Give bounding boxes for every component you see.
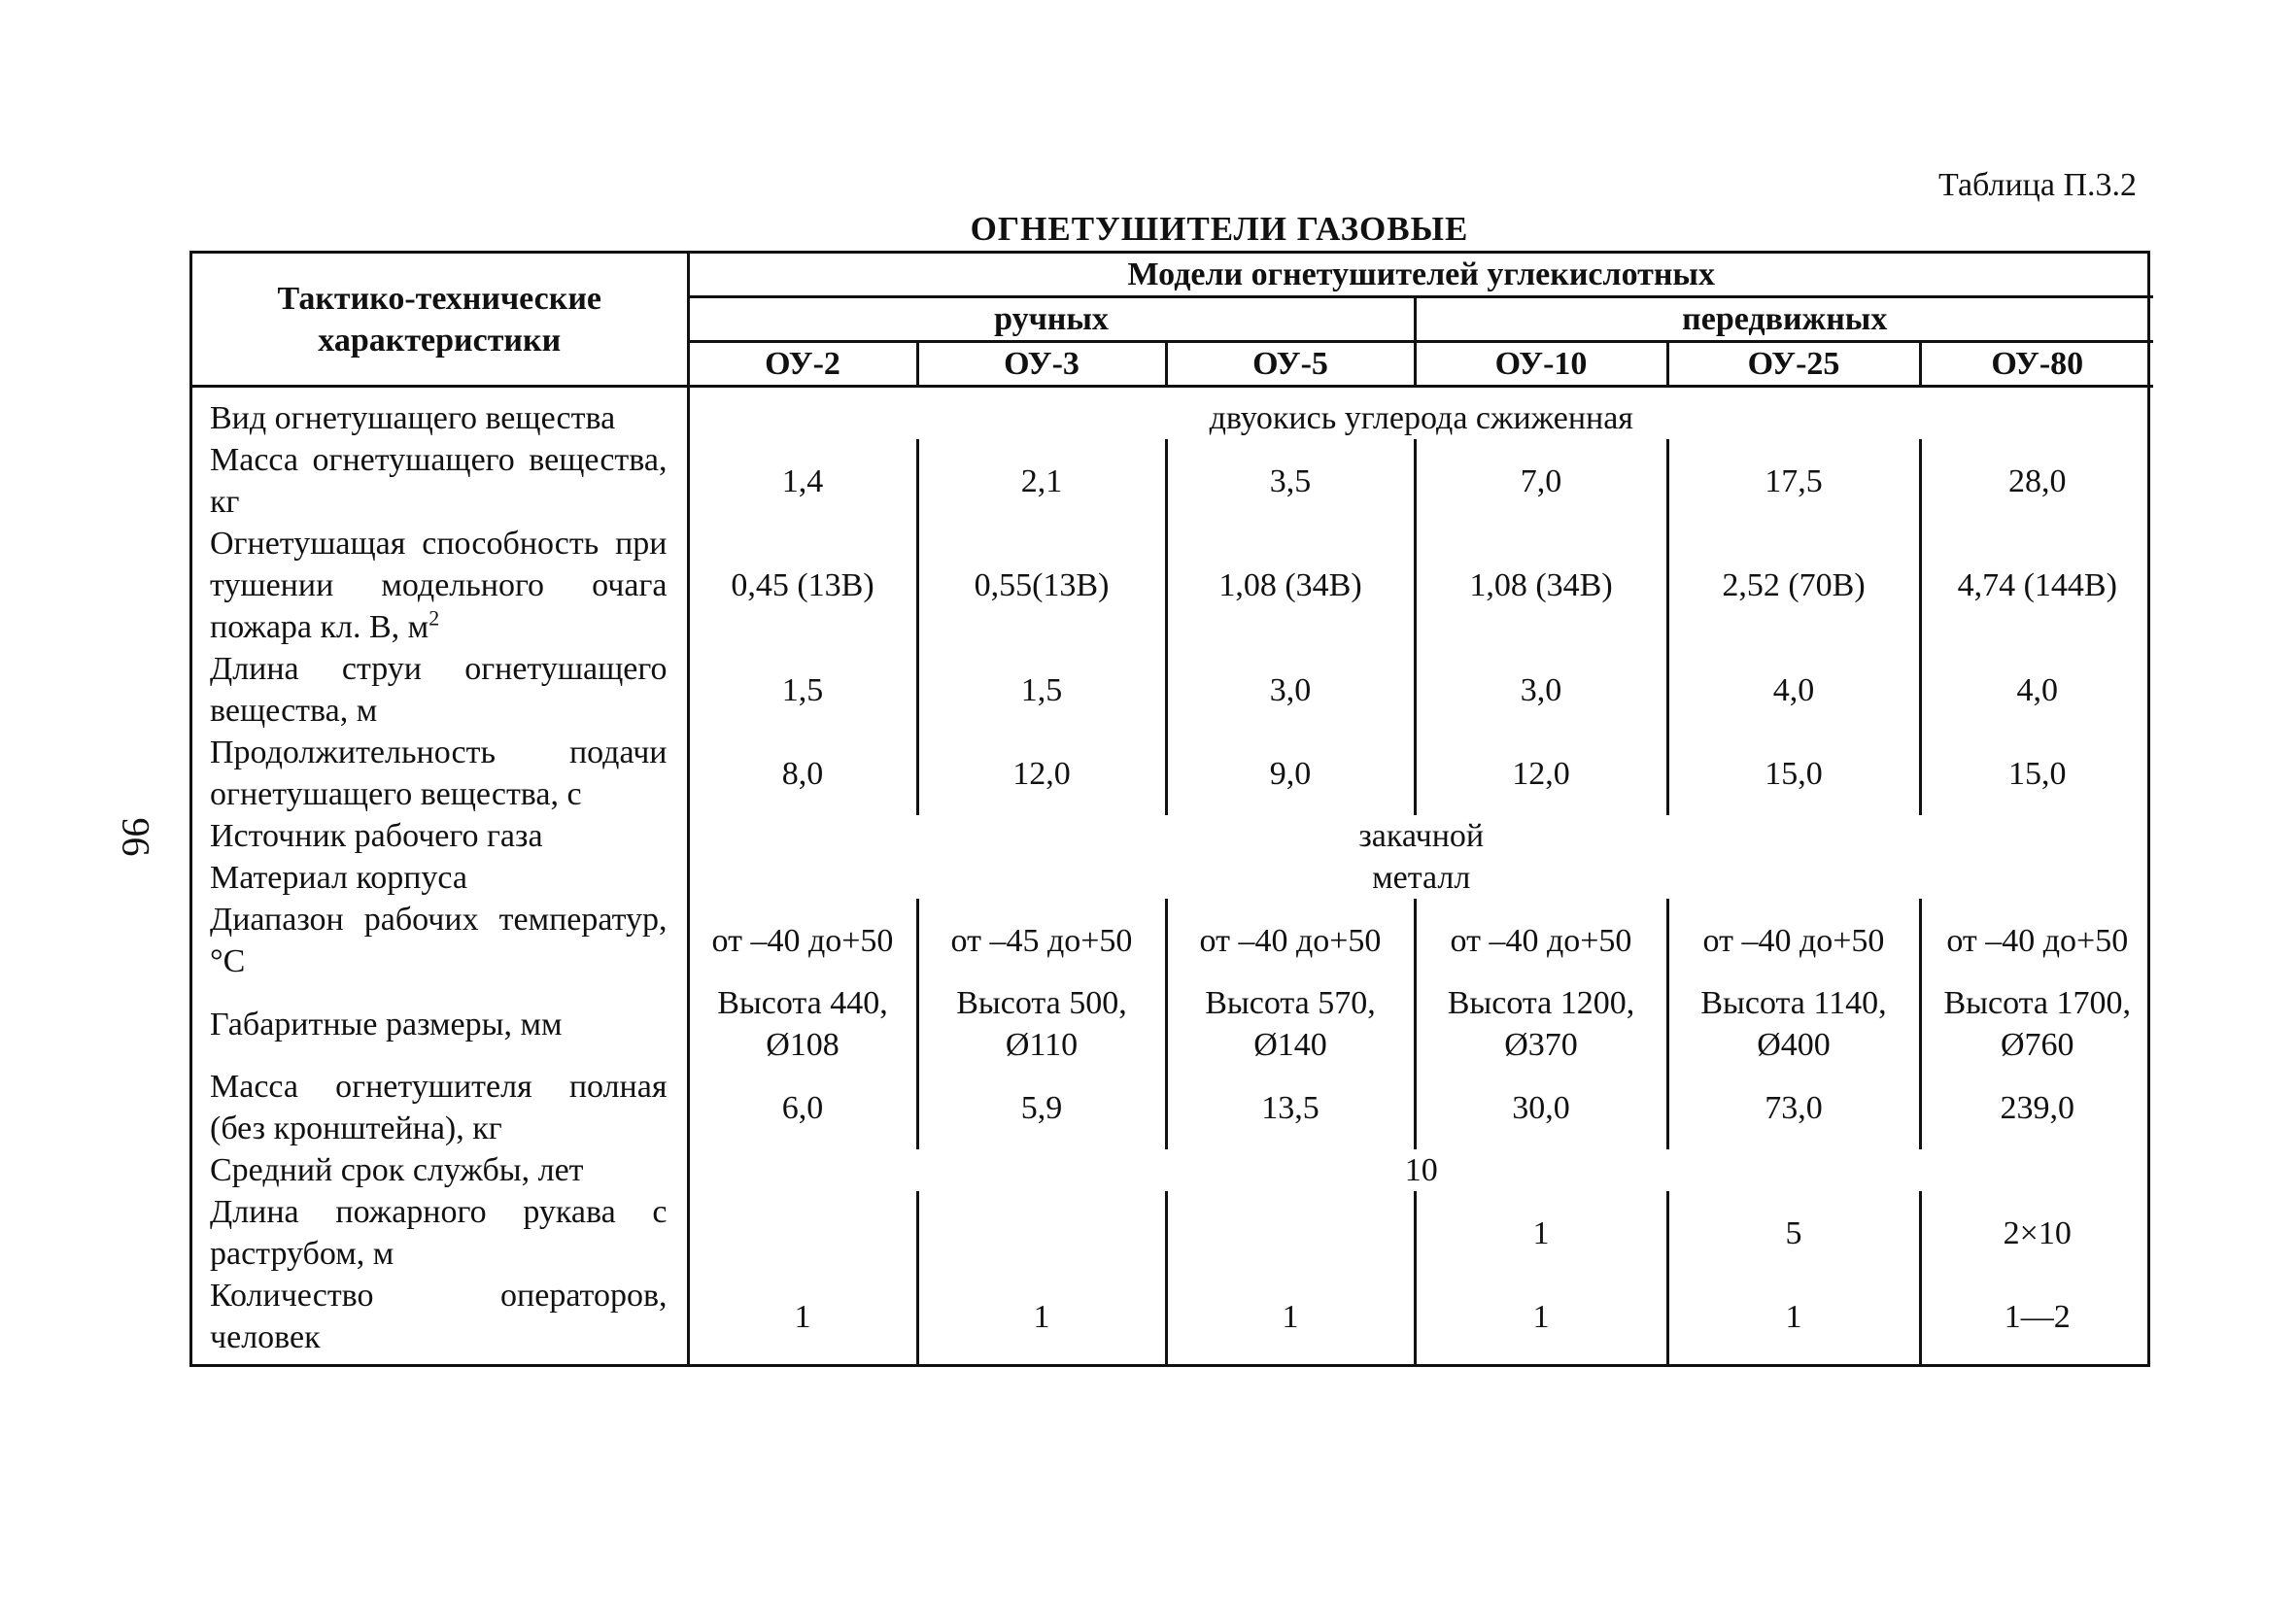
value-cell: 1 [1415, 1275, 1667, 1364]
row-label: Источник рабочего газа [192, 815, 688, 857]
table-title: ОГНЕТУШИТЕЛИ ГАЗОВЫЕ [970, 210, 1469, 248]
value-cell: Высота 1200, Ø370 [1415, 982, 1667, 1066]
value-cell: 1,4 [688, 439, 917, 523]
value-cell: Высота 570, Ø140 [1166, 982, 1415, 1066]
value-cell: 12,0 [917, 732, 1166, 815]
value-cell: 3,0 [1166, 648, 1415, 732]
value-cell: 17,5 [1667, 439, 1920, 523]
value-cell: 28,0 [1920, 439, 2153, 523]
value-cell: 7,0 [1415, 439, 1667, 523]
table-row [192, 387, 2153, 440]
value-cell: 1 [917, 1275, 1166, 1364]
row-label-superscript: 2 [428, 605, 440, 631]
value-cell: 2,52 (70В) [1667, 523, 1920, 648]
table-row [192, 1149, 2153, 1191]
models-group-header: Модели огнетушителей углекислотных [688, 254, 2153, 297]
value-cell: 1 [1166, 1275, 1415, 1364]
value-cell: 1,08 (34В) [1415, 523, 1667, 648]
row-label: Количество операторов, человек [192, 1275, 688, 1364]
merged-value: металл [1372, 860, 1471, 896]
value-cell: 30,0 [1415, 1066, 1667, 1149]
row-label [192, 523, 688, 648]
value-cell [1166, 1191, 1415, 1275]
row-label: Длина струи огнетушащего вещества, м [192, 648, 688, 732]
extinguisher-table-frame [189, 251, 2150, 1367]
subgroup-manual-header: ручных [688, 297, 1415, 342]
table-row [192, 648, 2153, 732]
value-cell: 239,0 [1920, 1066, 2153, 1149]
value-cell: 1 [1667, 1275, 1920, 1364]
model-header: ОУ-2 [688, 342, 917, 387]
row-label: Средний срок службы, лет [192, 1149, 688, 1191]
value-cell: 4,74 (144В) [1920, 523, 2153, 648]
model-header: ОУ-10 [1415, 342, 1667, 387]
value-cell: 4,0 [1920, 648, 2153, 732]
value-cell: от –45 до+50 [917, 899, 1166, 982]
table-header [192, 254, 2153, 387]
value-cell: Высота 1700, Ø760 [1920, 982, 2153, 1066]
value-cell: 8,0 [688, 732, 917, 815]
row-label: Продолжительность подачи огнетушащего вещества, с [192, 732, 688, 815]
value-cell: Высота 1140, Ø400 [1667, 982, 1920, 1066]
value-cell: от –40 до+50 [1166, 899, 1415, 982]
table-row [192, 1066, 2153, 1149]
value-cell: от –40 до+50 [1667, 899, 1920, 982]
value-cell: от –40 до+50 [688, 899, 917, 982]
value-cell: 1 [688, 1275, 917, 1364]
value-cell: 5 [1667, 1191, 1920, 1275]
value-cell: 1—2 [1920, 1275, 2153, 1364]
value-cell: 12,0 [1415, 732, 1667, 815]
value-cell: 6,0 [688, 1066, 917, 1149]
row-label: Длина пожарного рукава с раструбом, м [192, 1191, 688, 1275]
value-cell: 73,0 [1667, 1066, 1920, 1149]
value-cell: Высота 500, Ø110 [917, 982, 1166, 1066]
table-row [192, 523, 2153, 648]
value-cell [917, 1191, 1166, 1275]
table-row [192, 439, 2153, 523]
characteristics-header: Тактико-технические характеристики [192, 254, 688, 387]
table-row [192, 857, 2153, 899]
value-cell [688, 1191, 917, 1275]
table-row [192, 1191, 2153, 1275]
table-caption: Таблица П.3.2 [1938, 167, 2137, 203]
model-header: ОУ-80 [1920, 342, 2153, 387]
value-cell: 15,0 [1920, 732, 2153, 815]
value-cell: от –40 до+50 [1415, 899, 1667, 982]
value-cell: 3,5 [1166, 439, 1415, 523]
table-row [192, 732, 2153, 815]
row-label: Диапазон рабочих температур, °С [192, 899, 688, 982]
table-row [192, 1275, 2153, 1364]
value-cell: 13,5 [1166, 1066, 1415, 1149]
value-cell: 4,0 [1667, 648, 1920, 732]
table-row [192, 899, 2153, 982]
table-row [192, 815, 2153, 857]
row-label: Материал корпуса [192, 857, 688, 899]
merged-value: 10 [1404, 1152, 1438, 1188]
value-cell: 3,0 [1415, 648, 1667, 732]
model-header: ОУ-3 [917, 342, 1166, 387]
value-cell: 9,0 [1166, 732, 1415, 815]
merged-value: двуокись углерода сжиженная [1209, 400, 1633, 436]
model-header: ОУ-5 [1166, 342, 1415, 387]
table-body [192, 387, 2153, 1365]
value-cell: 5,9 [917, 1066, 1166, 1149]
value-cell: 2,1 [917, 439, 1166, 523]
row-label: Вид огнетушащего вещества [192, 387, 688, 440]
value-cell: 1,08 (34В) [1166, 523, 1415, 648]
value-cell: 2×10 [1920, 1191, 2153, 1275]
row-label: Габаритные размеры, мм [192, 982, 688, 1066]
row-label: Масса огнетушащего вещества, кг [192, 439, 688, 523]
value-cell: 1,5 [917, 648, 1166, 732]
value-cell: от –40 до+50 [1920, 899, 2153, 982]
value-cell: 0,55(13В) [917, 523, 1166, 648]
row-label-text: Огнетушащая способность при тушении модельного очага пожара кл. В, м [210, 526, 668, 645]
subgroup-mobile-header: передвижных [1415, 297, 2153, 342]
value-cell: Высота 440, Ø108 [688, 982, 917, 1066]
extinguisher-table [192, 254, 2153, 1364]
table-row [192, 982, 2153, 1066]
value-cell: 1,5 [688, 648, 917, 732]
value-cell: 0,45 (13В) [688, 523, 917, 648]
value-cell: 1 [1415, 1191, 1667, 1275]
row-label: Масса огнетушителя полная (без кронштейна), кг [192, 1066, 688, 1149]
page-number: 96 [114, 817, 158, 857]
value-cell: 15,0 [1667, 732, 1920, 815]
merged-value: закачной [1358, 818, 1485, 854]
model-header: ОУ-25 [1667, 342, 1920, 387]
